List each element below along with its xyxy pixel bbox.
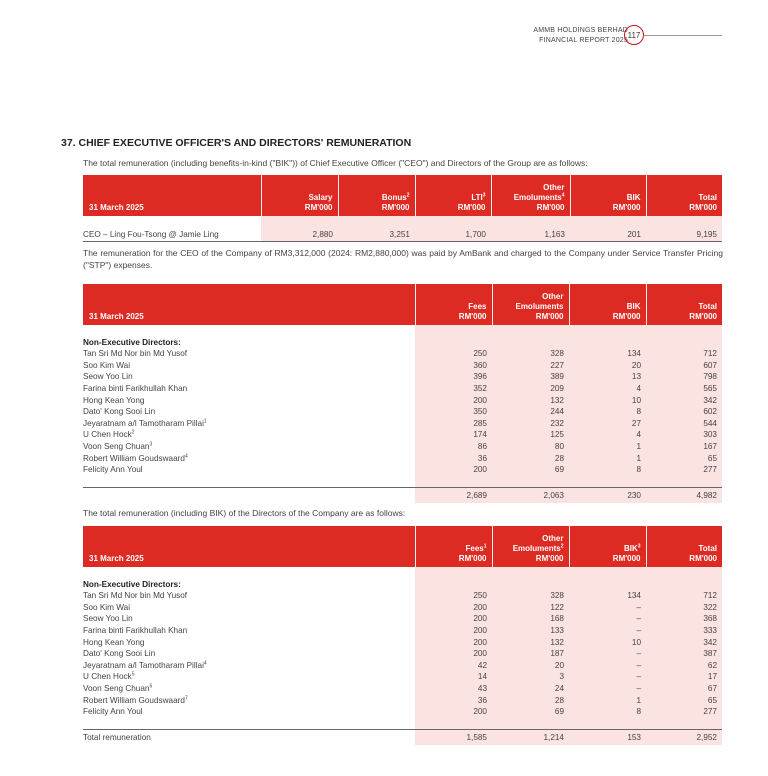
col-header-fees: Fees$^1$ RM'000 xyxy=(415,526,492,567)
fees-value: 200 xyxy=(415,625,492,637)
other-emoluments-value: 244 xyxy=(492,406,569,418)
bik-value: – xyxy=(569,660,646,672)
col-header-fees: Fees RM'000 xyxy=(415,284,492,325)
other-emoluments-value: 28 xyxy=(492,453,569,465)
director-name: Robert William Goudswaard$^4$ xyxy=(83,453,415,465)
bik-value: – xyxy=(569,602,646,614)
fees-value: 285 xyxy=(415,418,492,430)
fees-value: 200 xyxy=(415,613,492,625)
total-value: 62 xyxy=(646,660,722,672)
col-header-total: Total RM'000 xyxy=(646,526,722,567)
table-row xyxy=(83,660,722,672)
other-emoluments-value: 69 xyxy=(492,706,569,718)
total-value: 65 xyxy=(646,695,722,707)
intro-paragraph-group: The total remuneration (including benefits-in-kind ("BIK")) of Chief Executive Officer ("CEO") and Directors of the Group are as follows: xyxy=(83,158,588,168)
table-row xyxy=(83,360,722,372)
other-emoluments-value: 227 xyxy=(492,360,569,372)
fees-value: 36 xyxy=(415,453,492,465)
table-row xyxy=(83,348,722,360)
director-name: U Chen Hock$^5$ xyxy=(83,671,415,683)
table-row xyxy=(83,406,722,418)
table-row xyxy=(83,695,722,707)
col-header-bonus: Bonus$^2$ RM'000 xyxy=(338,175,415,216)
fees-value: 43 xyxy=(415,683,492,695)
total-row: Total remuneration 1,585 1,214 153 2,952 xyxy=(83,730,722,745)
director-name: Robert William Goudswaard$^7$ xyxy=(83,695,415,707)
header-rule xyxy=(644,35,722,36)
col-header-bik: BIK$^3$ RM'000 xyxy=(569,526,646,567)
other-emoluments-value: 28 xyxy=(492,695,569,707)
table-header-row xyxy=(83,284,722,325)
director-name: Felicity Ann Youl xyxy=(83,706,415,718)
subheading-row: Non-Executive Directors: xyxy=(83,337,722,349)
director-name: Jeyaratnam a/l Tamotharam Pillai$^1$ xyxy=(83,418,415,430)
col-header-date: 31 March 2025 xyxy=(83,175,261,216)
director-name: Farina binti Farikhullah Khan xyxy=(83,625,415,637)
bik-value: 8 xyxy=(569,706,646,718)
col-header-bik: BIK RM'000 xyxy=(570,175,646,216)
fees-value: 42 xyxy=(415,660,492,672)
table-row xyxy=(83,602,722,614)
table-body xyxy=(83,348,722,488)
fees-value: 200 xyxy=(415,648,492,660)
other-emoluments-value: 328 xyxy=(492,590,569,602)
bik-value: 13 xyxy=(569,371,646,383)
intro-paragraph-company: The total remuneration (including BIK) of the Directors of the Company are as follows: xyxy=(83,508,406,518)
bik-value: 1 xyxy=(569,453,646,465)
fees-value: 396 xyxy=(415,371,492,383)
director-name: Farina binti Farikhullah Khan xyxy=(83,383,415,395)
other-emoluments-value: 232 xyxy=(492,418,569,430)
table-row xyxy=(83,418,722,430)
other-emoluments-value: 80 xyxy=(492,441,569,453)
other-emoluments-value: 132 xyxy=(492,395,569,407)
page-number: 117 xyxy=(624,25,644,45)
col-header-salary: Salary RM'000 xyxy=(261,175,338,216)
report-name: FINANCIAL REPORT 2025 xyxy=(539,37,628,44)
total-value: 322 xyxy=(646,602,722,614)
total-value: 333 xyxy=(646,625,722,637)
table-body xyxy=(83,590,722,730)
total-value: 712 xyxy=(646,590,722,602)
total-value: 303 xyxy=(646,429,722,441)
table-row xyxy=(83,625,722,637)
table-row xyxy=(83,613,722,625)
total-row: 2,689 2,063 230 4,982 xyxy=(83,488,722,503)
bik-value: – xyxy=(569,613,646,625)
table-row xyxy=(83,371,722,383)
other-emoluments-value: 133 xyxy=(492,625,569,637)
bik-value: 4 xyxy=(569,429,646,441)
bik-value: 27 xyxy=(569,418,646,430)
director-name: Dato' Kong Sooi Lin xyxy=(83,648,415,660)
total-value: 544 xyxy=(646,418,722,430)
table-row xyxy=(83,590,722,602)
director-name: Seow Yoo Lin xyxy=(83,371,415,383)
table-row xyxy=(83,464,722,476)
table-group-directors xyxy=(83,284,722,503)
other-emoluments-value: 132 xyxy=(492,637,569,649)
col-header-other: Other Emoluments RM'000 xyxy=(492,284,569,325)
col-header-total: Total RM'000 xyxy=(646,175,722,216)
table-header-row xyxy=(83,526,722,567)
director-name: Seow Yoo Lin xyxy=(83,613,415,625)
director-name: Soo Kim Wai xyxy=(83,602,415,614)
col-header-other: Other Emoluments$^4$ RM'000 xyxy=(491,175,570,216)
other-emoluments-value: 122 xyxy=(492,602,569,614)
col-header-lti: LTI$^3$ RM'000 xyxy=(415,175,491,216)
total-value: 607 xyxy=(646,360,722,372)
fees-value: 350 xyxy=(415,406,492,418)
table-row xyxy=(83,683,722,695)
section-title: 37. CHIEF EXECUTIVE OFFICER'S AND DIRECTORS' REMUNERATION xyxy=(61,137,412,149)
col-header-date: 31 March 2025 xyxy=(83,284,415,325)
total-value: 368 xyxy=(646,613,722,625)
director-name: U Chen Hock$^2$ xyxy=(83,429,415,441)
bik-value: 8 xyxy=(569,406,646,418)
col-header-other: Other Emoluments$^2$ RM'000 xyxy=(492,526,569,567)
bik-value: – xyxy=(569,625,646,637)
bik-value: 20 xyxy=(569,360,646,372)
director-name: Tan Sri Md Nor bin Md Yusof xyxy=(83,348,415,360)
total-value: 565 xyxy=(646,383,722,395)
other-emoluments-value: 209 xyxy=(492,383,569,395)
fees-value: 200 xyxy=(415,637,492,649)
table-row xyxy=(83,383,722,395)
director-name: Jeyaratnam a/l Tamotharam Pillai$^4$ xyxy=(83,660,415,672)
bik-value: – xyxy=(569,683,646,695)
other-emoluments-value: 328 xyxy=(492,348,569,360)
bik-value: 1 xyxy=(569,441,646,453)
fees-value: 360 xyxy=(415,360,492,372)
other-emoluments-value: 168 xyxy=(492,613,569,625)
fees-value: 14 xyxy=(415,671,492,683)
other-emoluments-value: 3 xyxy=(492,671,569,683)
director-name: Tan Sri Md Nor bin Md Yusof xyxy=(83,590,415,602)
director-name: Soo Kim Wai xyxy=(83,360,415,372)
col-header-bik: BIK RM'000 xyxy=(569,284,646,325)
other-emoluments-value: 69 xyxy=(492,464,569,476)
fees-value: 250 xyxy=(415,348,492,360)
col-header-total: Total RM'000 xyxy=(646,284,722,325)
total-value: 67 xyxy=(646,683,722,695)
total-value: 798 xyxy=(646,371,722,383)
director-name: Dato' Kong Sooi Lin xyxy=(83,406,415,418)
total-value: 65 xyxy=(646,453,722,465)
table-header-row xyxy=(83,175,722,216)
bik-value: 1 xyxy=(569,695,646,707)
fees-value: 86 xyxy=(415,441,492,453)
fees-value: 352 xyxy=(415,383,492,395)
total-value: 167 xyxy=(646,441,722,453)
director-name: Voon Seng Chuan$^6$ xyxy=(83,683,415,695)
director-name: Hong Kean Yong xyxy=(83,637,415,649)
fees-value: 200 xyxy=(415,464,492,476)
table-row xyxy=(83,648,722,660)
total-value: 17 xyxy=(646,671,722,683)
table-row: CEO – Ling Fou-Tsong @ Jamie Ling 2,880 3,251 1,700 1,163 201 9,195 xyxy=(83,228,722,242)
fees-value: 250 xyxy=(415,590,492,602)
total-value: 277 xyxy=(646,706,722,718)
other-emoluments-value: 20 xyxy=(492,660,569,672)
table-row xyxy=(83,395,722,407)
other-emoluments-value: 125 xyxy=(492,429,569,441)
total-value: 387 xyxy=(646,648,722,660)
fees-value: 200 xyxy=(415,395,492,407)
total-value: 712 xyxy=(646,348,722,360)
total-value: 342 xyxy=(646,637,722,649)
table-row xyxy=(83,637,722,649)
bik-value: 134 xyxy=(569,590,646,602)
director-name: Voon Seng Chuan$^3$ xyxy=(83,441,415,453)
table-row xyxy=(83,453,722,465)
bik-value: 10 xyxy=(569,637,646,649)
table-company-directors xyxy=(83,526,722,745)
table-row xyxy=(83,429,722,441)
other-emoluments-value: 389 xyxy=(492,371,569,383)
other-emoluments-value: 187 xyxy=(492,648,569,660)
bik-value: – xyxy=(569,648,646,660)
report-header xyxy=(533,26,628,46)
fees-value: 36 xyxy=(415,695,492,707)
bik-value: 8 xyxy=(569,464,646,476)
table-row xyxy=(83,441,722,453)
fees-value: 200 xyxy=(415,602,492,614)
table-row xyxy=(83,671,722,683)
director-name: Felicity Ann Youl xyxy=(83,464,415,476)
bik-value: – xyxy=(569,671,646,683)
fees-value: 174 xyxy=(415,429,492,441)
company-name: AMMB HOLDINGS BERHAD xyxy=(533,27,628,34)
table-group-remuneration xyxy=(83,175,722,254)
ceo-note-paragraph: The remuneration for the CEO of the Company of RM3,312,000 (2024: RM2,880,000) was paid by AmBank and charged to the Company under Service Transfer Pricing ("STP") expenses. xyxy=(83,248,723,270)
bik-value: 4 xyxy=(569,383,646,395)
bik-value: 10 xyxy=(569,395,646,407)
other-emoluments-value: 24 xyxy=(492,683,569,695)
total-value: 602 xyxy=(646,406,722,418)
table-row xyxy=(83,706,722,718)
bik-value: 134 xyxy=(569,348,646,360)
director-name: Hong Kean Yong xyxy=(83,395,415,407)
total-value: 277 xyxy=(646,464,722,476)
fees-value: 200 xyxy=(415,706,492,718)
total-value: 342 xyxy=(646,395,722,407)
col-header-date: 31 March 2025 xyxy=(83,526,415,567)
subheading-row: Non-Executive Directors: xyxy=(83,579,722,591)
